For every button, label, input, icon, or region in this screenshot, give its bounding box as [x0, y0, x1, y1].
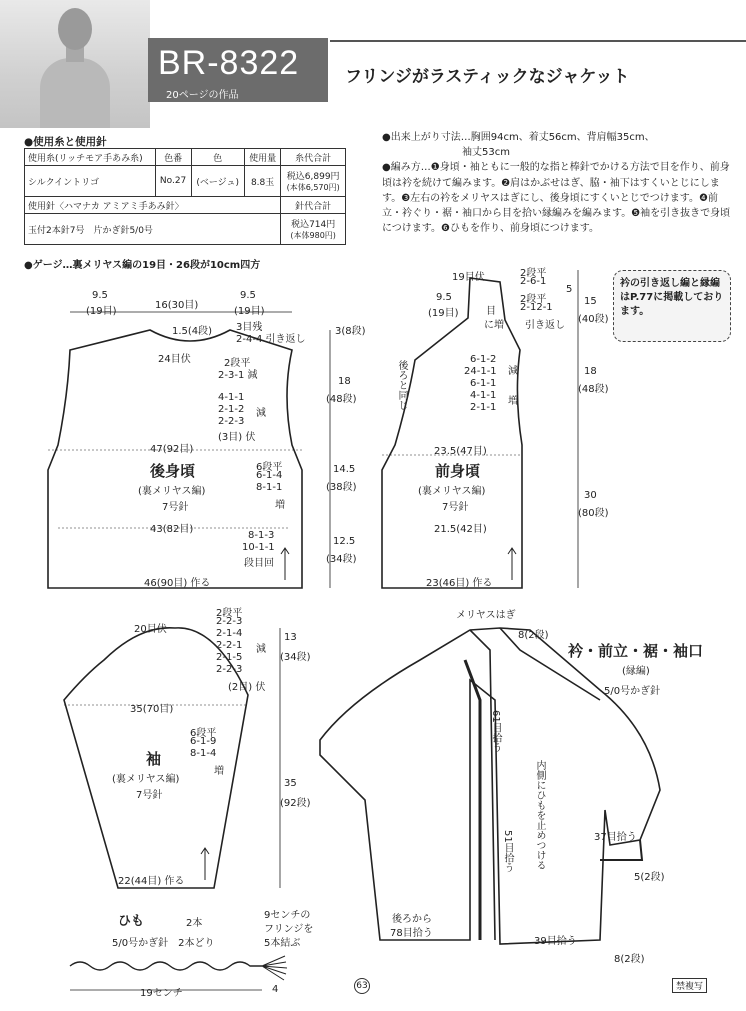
sleeve-label: 2-1-4	[216, 628, 243, 639]
jacket-collar-right	[500, 628, 600, 700]
edging-needle: 5/0号かぎ針	[604, 686, 661, 697]
front-label: 6-1-2	[470, 354, 497, 365]
yarn-head-total: 糸代合計	[281, 149, 346, 166]
cord-drawing	[70, 962, 262, 970]
pattern-code: BR-8322	[158, 44, 300, 82]
front-label: (48段)	[578, 384, 609, 395]
front-label: 15	[584, 296, 597, 307]
back-label: 3(8段)	[335, 326, 366, 337]
sleeve-label: 増	[214, 766, 224, 777]
cord-count: 2本	[186, 918, 203, 929]
back-label: 2段平	[224, 358, 251, 369]
edging-label: 後ろから	[392, 914, 432, 925]
edging-label: 5(2段)	[634, 872, 665, 883]
front-body-stitch: (裏メリヤス編)	[418, 486, 486, 497]
back-label: 9.5	[240, 290, 256, 301]
back-label: 24目伏	[158, 354, 191, 365]
back-label: (38段)	[326, 482, 357, 493]
back-label: 2-4-4 引き返し	[236, 334, 306, 345]
back-label: 14.5	[333, 464, 356, 475]
sleeve-label: 6段平	[190, 728, 217, 739]
fringe-length: 4	[272, 984, 279, 995]
yarn-price-tax: 税込6,899円	[286, 172, 340, 182]
edging-label: メリヤスはぎ	[456, 610, 516, 621]
yarn-color-no: No.27	[155, 166, 191, 197]
front-label: 9.5	[436, 292, 452, 303]
sleeve-label: 20目伏	[134, 624, 167, 635]
sleeve-label: 2-2-3	[216, 616, 243, 627]
page-number: 63	[354, 978, 370, 994]
back-label: 減	[256, 408, 266, 419]
yarn-color: (ベージュ)	[191, 166, 244, 197]
no-copy-mark: 禁複写	[672, 978, 707, 993]
needle-list: 玉付2本針7号 片かぎ針5/0号	[25, 214, 281, 245]
front-cast-arrow	[508, 548, 516, 580]
back-body-needle: 7号針	[162, 502, 189, 513]
sleeve-label: 6-1-9	[190, 736, 217, 747]
edging-label: 51目拾う	[502, 830, 513, 873]
front-label: 2-1-1	[470, 402, 497, 413]
edging-label: 61目拾う	[490, 710, 501, 753]
finished-size: ●出来上がり寸法…胸囲94cm、着丈56cm、背肩幅35cm、	[382, 132, 655, 143]
back-label: 46(90目) 作る	[144, 578, 211, 589]
fringe-drawing	[262, 956, 287, 980]
back-body-stitch: (裏メリヤス編)	[138, 486, 206, 497]
back-label: 段目回	[244, 558, 274, 569]
front-label: 18	[584, 366, 597, 377]
sleeve-needle: 7号針	[136, 790, 163, 801]
back-label: 8-1-1	[256, 482, 283, 493]
edging-label: 内側にひもを止めつける	[534, 760, 545, 870]
back-label: (34段)	[326, 554, 357, 565]
yarn-head-name: 使用糸(リッチモア手あみ糸)	[25, 149, 156, 166]
sleeve-label: 2-2-1	[216, 640, 243, 651]
back-label: 6段平	[256, 462, 283, 473]
sleeve-label: 22(44目) 作る	[118, 876, 185, 887]
cord-title: ひも	[118, 914, 145, 929]
front-label: 2段平	[520, 268, 547, 279]
sleeve-label: 2段平	[216, 608, 243, 619]
needle-price-base: (本体980円)	[290, 231, 336, 240]
sleeve-label: 35(70目)	[130, 704, 174, 715]
front-label: 減	[508, 366, 518, 377]
sleeve-label: 35	[284, 778, 297, 789]
yarn-name: シルクイントリゴ	[25, 166, 156, 197]
back-label: (19目)	[234, 306, 265, 317]
sleeve-cast-arrow	[201, 848, 209, 880]
back-label: 1.5(4段)	[172, 326, 213, 337]
yarn-price-base: (本体6,570円)	[286, 183, 340, 192]
edging-label: 78目拾う	[390, 928, 433, 939]
front-body-needle: 7号針	[442, 502, 469, 513]
jacket-front-band	[465, 660, 480, 940]
needle-label: 使用針〈ハマナカ アミアミ手あみ針〉	[25, 197, 281, 214]
back-label: 9.5	[92, 290, 108, 301]
back-label: 16(30目)	[155, 300, 199, 311]
back-label: 2-1-2	[218, 404, 245, 415]
cord-fringe-1: 9センチの	[264, 910, 311, 921]
needle-total-head: 針代合計	[281, 197, 346, 214]
edging-title: 衿・前立・裾・袖口	[568, 642, 704, 660]
edging-label: 8(2段)	[518, 630, 549, 641]
back-label: 3目残	[236, 322, 263, 333]
back-label: 47(92目)	[150, 444, 194, 455]
front-label: 30	[584, 490, 597, 501]
front-label: 引き返し	[525, 320, 565, 331]
yarn-head-color-no: 色番	[155, 149, 191, 166]
cord-fringe-3: 5本結ぶ	[264, 938, 301, 949]
cord-length: 19センチ	[140, 988, 183, 999]
sleeve-label: 8-1-4	[190, 748, 217, 759]
front-label: に増	[484, 320, 504, 331]
needle-price-tax: 税込714円	[291, 220, 336, 230]
back-label: (3目) 伏	[218, 432, 256, 443]
back-label: 6-1-4	[256, 470, 283, 481]
sleeve-label: (34段)	[280, 652, 311, 663]
sleeve-label: 減	[256, 644, 266, 655]
back-label: 2-2-3	[218, 416, 245, 427]
edging-label: 8(2段)	[614, 954, 645, 965]
back-label: 43(82目)	[150, 524, 194, 535]
finished-size-sleeve: 袖丈53cm	[462, 147, 510, 159]
front-label: 増	[508, 396, 518, 407]
back-label: (48段)	[326, 394, 357, 405]
jacket-collar-left	[470, 630, 495, 940]
sleeve-title: 袖	[146, 750, 162, 768]
front-label: (19目)	[428, 308, 459, 319]
yarn-head-amount: 使用量	[244, 149, 281, 166]
sleeve-label: 2-1-5	[216, 652, 243, 663]
pattern-subtitle: 20ページの作品	[166, 90, 239, 101]
back-label: (19目)	[86, 306, 117, 317]
back-label: 2-3-1 減	[218, 370, 258, 381]
edging-label: 37目拾う	[594, 832, 637, 843]
back-label: 4-1-1	[218, 392, 245, 403]
front-label: 23(46目) 作る	[426, 578, 493, 589]
back-label: 12.5	[333, 536, 356, 547]
front-label: 2段平	[520, 294, 547, 305]
front-label: 24-1-1	[464, 366, 497, 377]
back-body-title: 後身頃	[150, 462, 196, 480]
sleeve-label: 13	[284, 632, 297, 643]
back-cast-arrow	[281, 548, 289, 580]
yarn-amount: 8.8玉	[244, 166, 281, 197]
edging-label: 39目拾う	[534, 936, 577, 947]
front-label: 21.5(42目)	[434, 524, 487, 535]
sleeve-label: (92段)	[280, 798, 311, 809]
front-label: 後ろと同じ	[396, 360, 407, 410]
reference-note: 衿の引き返し編と縁編はP.77に掲載しております。	[613, 270, 731, 342]
yarn-head-color: 色	[191, 149, 244, 166]
front-label: (80段)	[578, 508, 609, 519]
yarn-section-title: ●使用糸と使用針	[24, 136, 107, 148]
sleeve-label: 2-2-3	[216, 664, 243, 675]
back-label: 18	[338, 376, 351, 387]
method-text: ●編み方…❶身頃・袖ともに一般的な指と棒針でかける方法で目を作り、前身頃は衿を続けて編みます。❷肩はかぶせはぎ、脇・袖下はすくいとじにします。❸左右の衿をメリヤスはぎにし、後身頃にすくいとじでつけます。❹前立・衿ぐり・裾・袖口から目を拾い縁編みを編みます。❺袖を引き抜きで身頃につけます。❻ひもを作り、前身頃につけます。	[382, 162, 731, 235]
front-label: 目	[486, 306, 496, 317]
back-label: 8-1-3	[248, 530, 275, 541]
front-label: (40段)	[578, 314, 609, 325]
sleeve-label: (2目) 伏	[228, 682, 266, 693]
front-label: 19目伏	[452, 272, 485, 283]
sleeve-stitch: (裏メリヤス編)	[112, 774, 180, 785]
front-label: 5	[566, 284, 573, 295]
back-label: 増	[275, 500, 285, 511]
front-label: 23.5(47目)	[434, 446, 487, 457]
cord-fringe-2: フリンジを	[264, 924, 314, 935]
back-label: 10-1-1	[242, 542, 275, 553]
front-label: 2-12-1	[520, 302, 553, 313]
front-label: 2-6-1	[520, 276, 547, 287]
front-label: 4-1-1	[470, 390, 497, 401]
cord-needle: 5/0号かぎ針 2本どり	[112, 938, 215, 949]
page-title: フリンジがラスティックなジャケット	[345, 67, 630, 87]
front-label: 6-1-1	[470, 378, 497, 389]
front-body-title: 前身頃	[435, 462, 481, 480]
gauge-text: ●ゲージ…裏メリヤス編の19目・26段が10cm四方	[24, 260, 261, 271]
edging-stitch: (縁編)	[622, 666, 650, 677]
